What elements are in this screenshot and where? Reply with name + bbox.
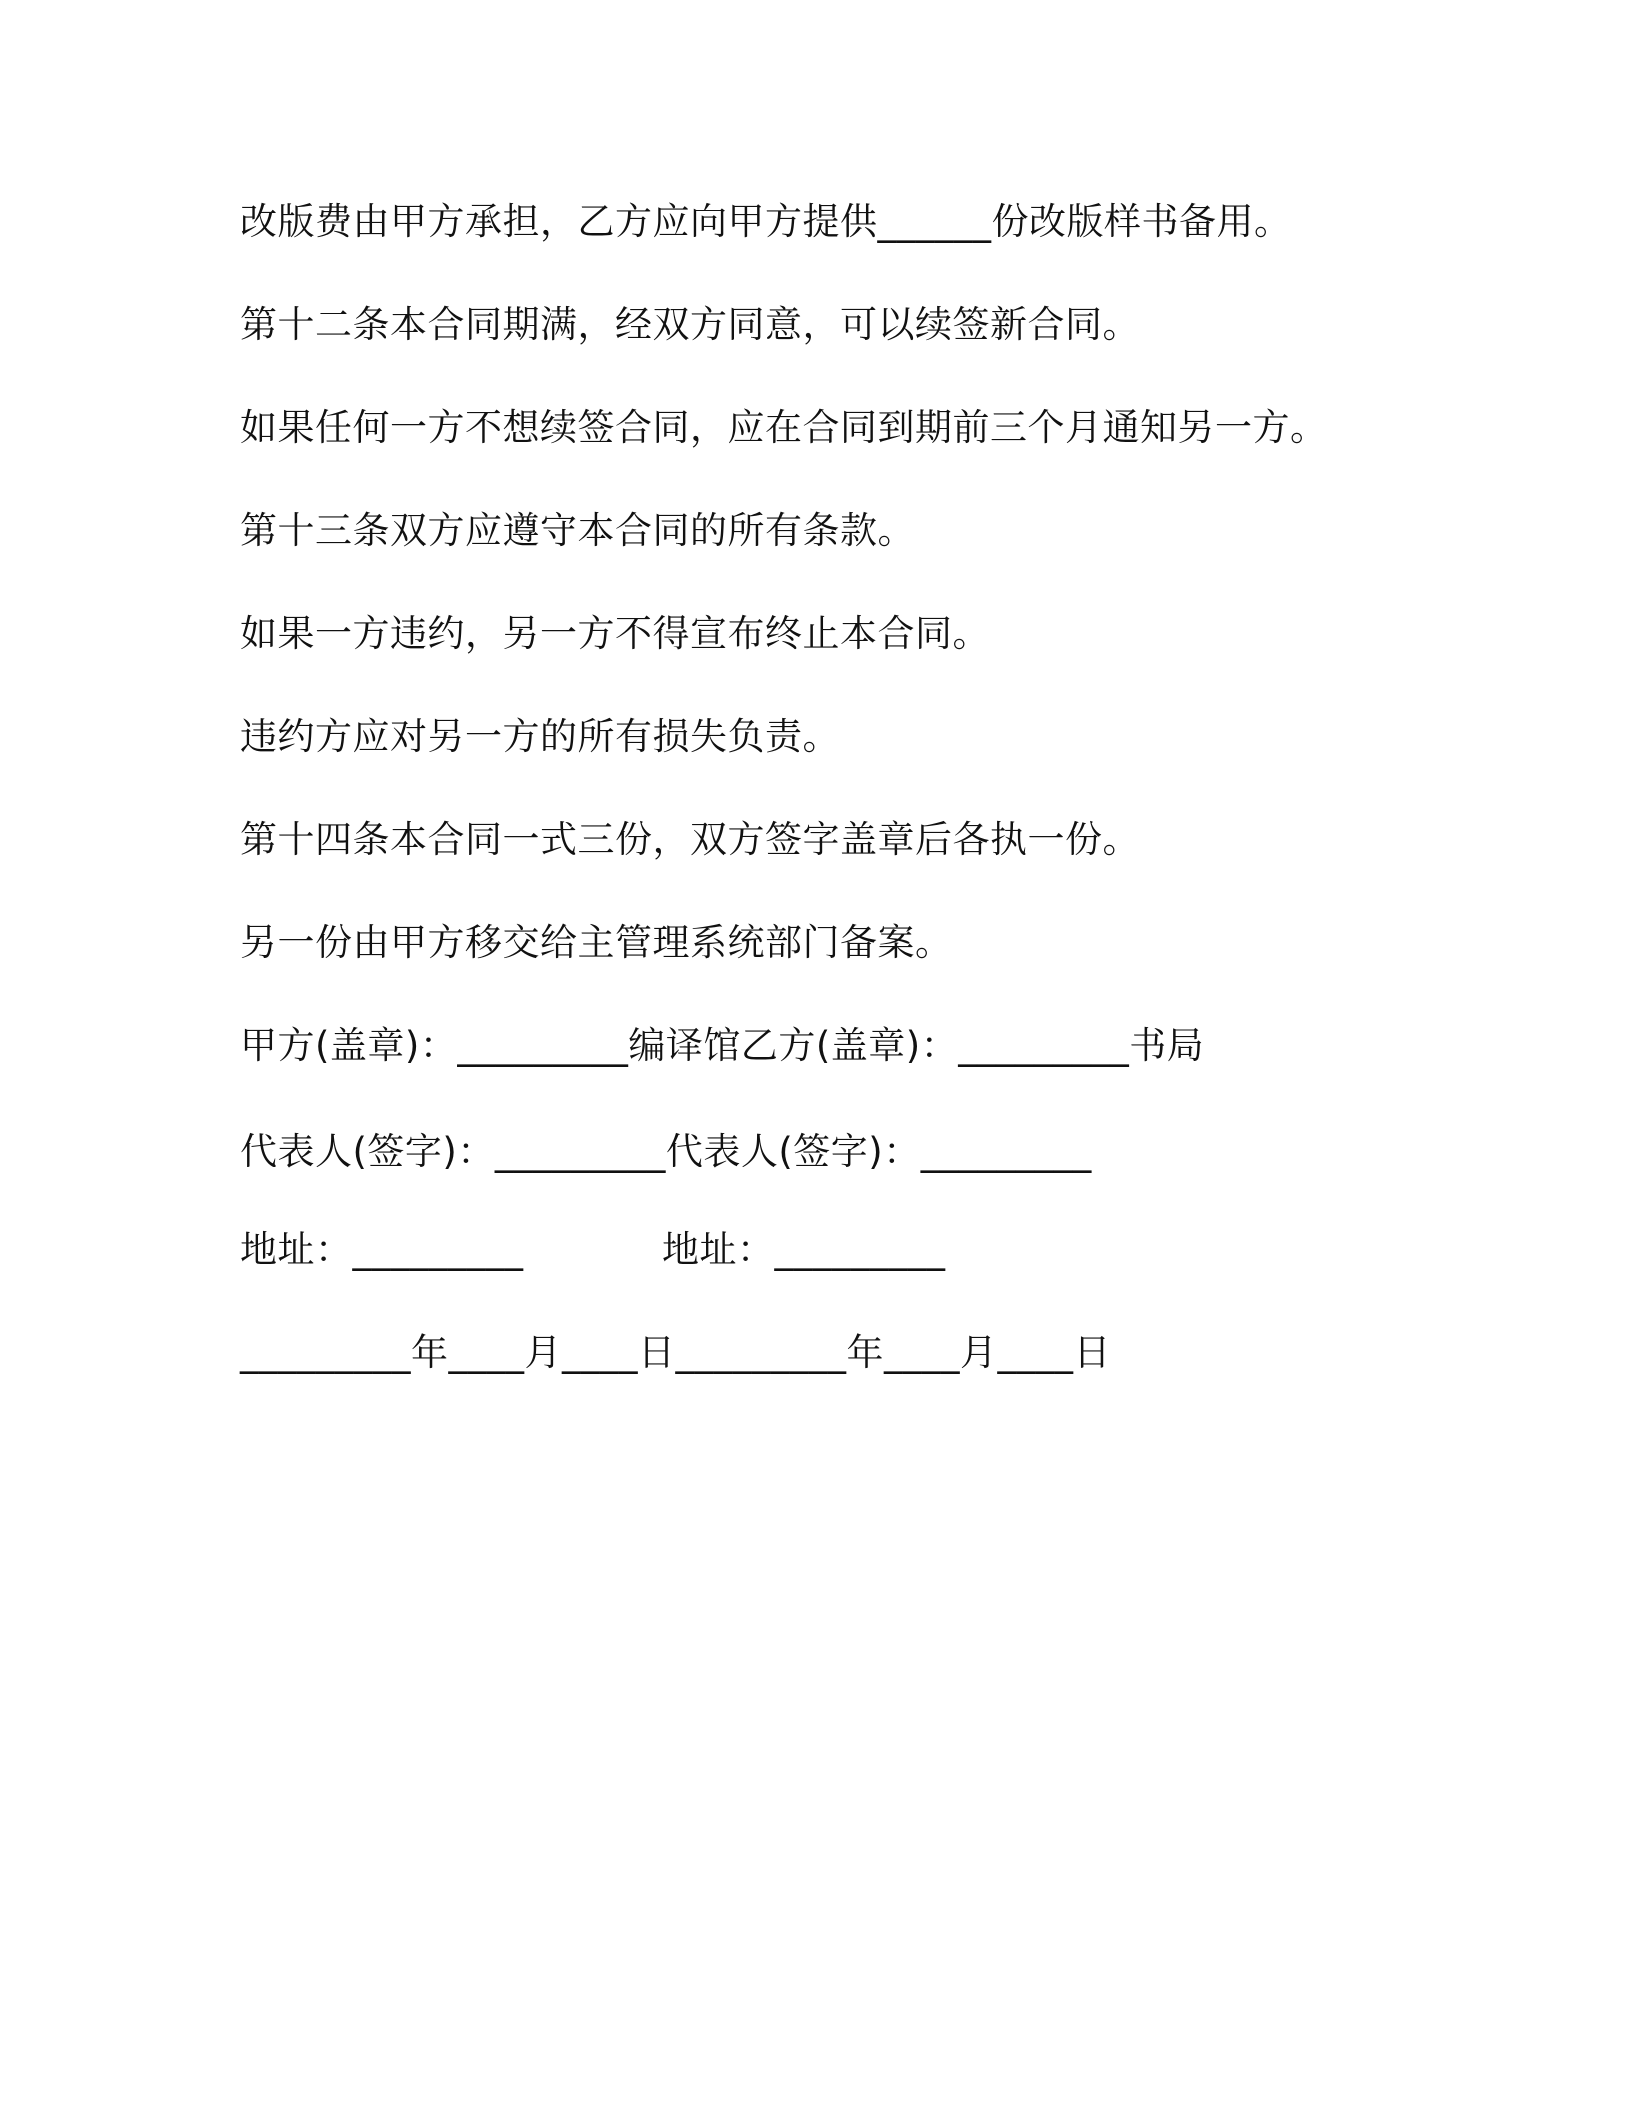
paragraph-article-13: 第十三条双方应遵守本合同的所有条款。 <box>240 509 915 552</box>
signature-address-right: 地址：_________ <box>662 1228 946 1271</box>
paragraph-article-14: 第十四条本合同一式三份，双方签字盖章后各执一份。 <box>240 818 1140 861</box>
paragraph-liability: 违约方应对另一方的所有损失负责。 <box>240 715 840 758</box>
paragraph-revision-fee: 改版费由甲方承担，乙方应向甲方提供______份改版样书备用。 <box>240 200 1292 243</box>
signature-address-left: 地址：_________ <box>240 1228 524 1271</box>
paragraph-breach: 如果一方违约，另一方不得宣布终止本合同。 <box>240 612 990 655</box>
paragraph-article-12: 第十二条本合同期满，经双方同意，可以续签新合同。 <box>240 303 1140 346</box>
paragraph-renewal-notice: 如果任何一方不想续签合同，应在合同到期前三个月通知另一方。 <box>240 406 1328 449</box>
signature-date-line: _________年____月____日_________年____月____日 <box>240 1331 1111 1374</box>
signature-representative-line: 代表人(签字)：_________代表人(签字)：_________ <box>240 1130 1092 1173</box>
paragraph-filing: 另一份由甲方移交给主管理系统部门备案。 <box>240 921 953 964</box>
signature-seal-line: 甲方(盖章)：_________编译馆乙方(盖章)：_________书局 <box>240 1024 1205 1067</box>
